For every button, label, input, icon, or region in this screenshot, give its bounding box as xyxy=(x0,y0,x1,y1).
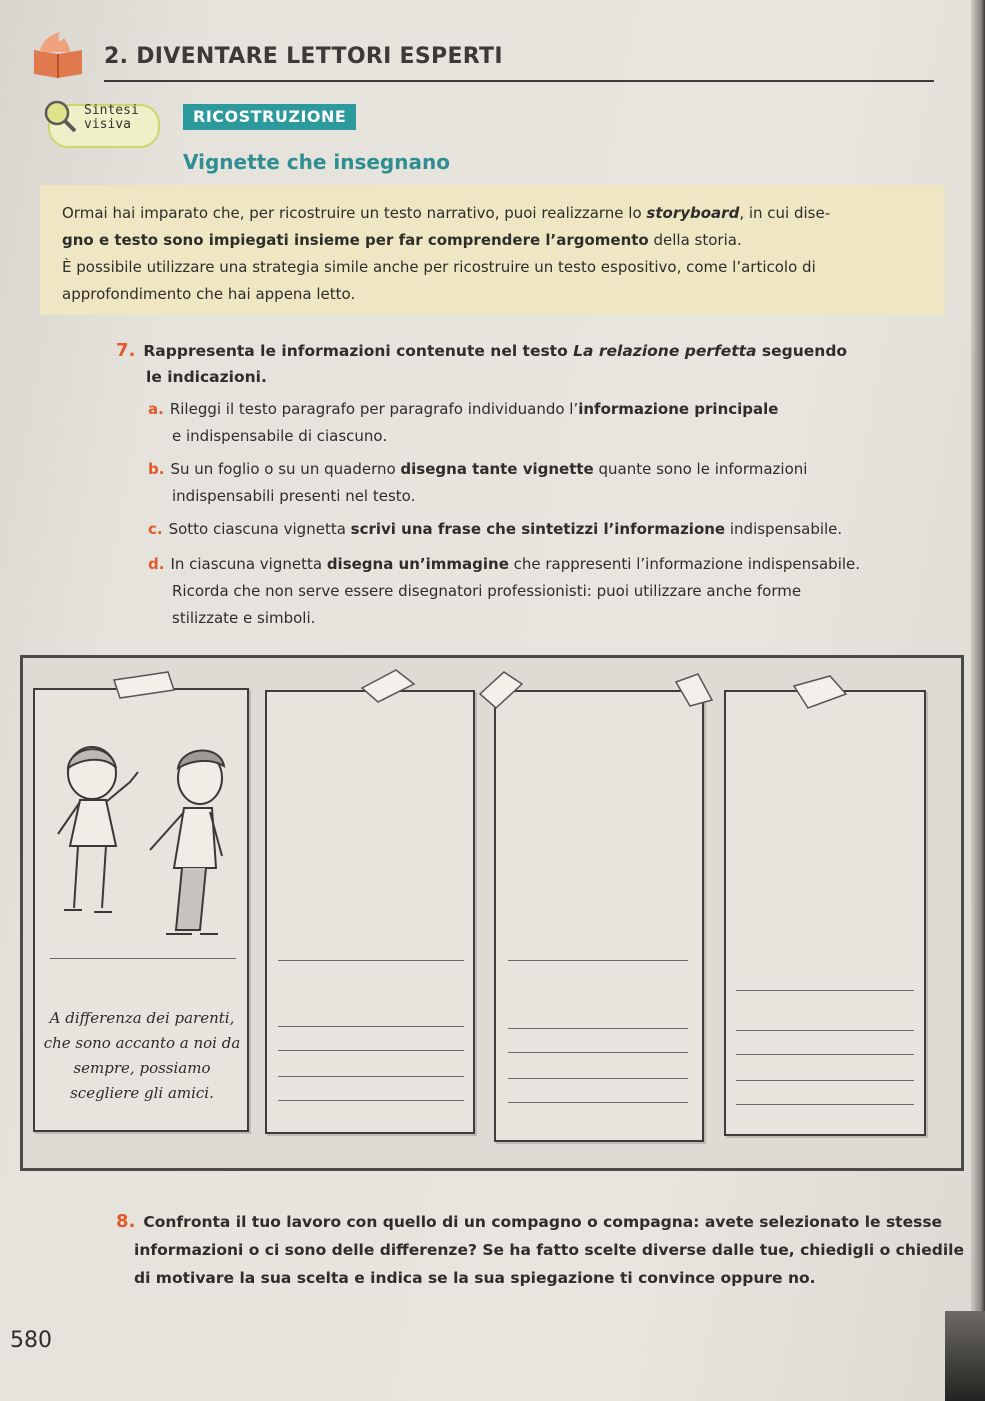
question-7-text-a: Rappresenta le informazioni contenute nel testo xyxy=(143,342,574,360)
instruction-b-post: quante sono le informazioni xyxy=(593,460,808,478)
intro-text-2: , in cui dise- xyxy=(739,204,831,222)
sintesi-visiva-badge xyxy=(42,98,162,150)
writing-line xyxy=(278,1076,464,1077)
instruction-c-pre: Sotto ciascuna vignetta xyxy=(168,520,351,538)
writing-line xyxy=(278,960,464,961)
writing-line xyxy=(736,1104,914,1105)
question-8-number: 8. xyxy=(116,1211,136,1232)
storyboard-card-3 xyxy=(494,690,704,1142)
tape-5 xyxy=(790,672,850,712)
instruction-d-post: che rappresenti l’informazione indispensabile. xyxy=(508,555,861,573)
magnifier-icon xyxy=(42,98,78,134)
intro-text-5: È possibile utilizzare una strategia simile anche per ricostruire un testo espositivo, come l’articolo di approfondimento che hai appena letto. xyxy=(62,258,816,303)
writing-line xyxy=(736,1030,914,1031)
instruction-a-bold: informazione principale xyxy=(578,400,779,418)
instruction-a-pre: Rileggi il testo paragrafo per paragrafo individuando l’ xyxy=(169,400,579,418)
writing-line xyxy=(278,1026,464,1027)
writing-line xyxy=(736,990,914,991)
question-8-line2: informazioni o ci sono delle differenze? Se ha fatto scelte diverse dalle tue, chiedigli o chiedile xyxy=(134,1241,964,1259)
instruction-a xyxy=(148,396,948,450)
book-shadow xyxy=(945,1311,985,1401)
tape-3 xyxy=(476,668,526,712)
section-title: 2. DIVENTARE LETTORI ESPERTI xyxy=(104,44,503,69)
tape-2 xyxy=(358,666,418,706)
instruction-d-line2: Ricorda che non serve essere disegnatori professionisti: puoi utilizzare anche forme xyxy=(172,582,802,600)
instruction-d-line3: stilizzate e simboli. xyxy=(172,609,316,627)
question-7-text-b: seguendo xyxy=(756,342,848,360)
title-divider xyxy=(104,80,934,82)
writing-line xyxy=(278,1050,464,1051)
writing-line xyxy=(736,1080,914,1081)
storyboard-caption: A differenza dei parenti, che sono accanto a noi da sempre, possiamo scegliere gli amici. xyxy=(43,1009,241,1102)
instruction-d-letter: d. xyxy=(148,555,165,573)
writing-line xyxy=(508,1052,688,1053)
instruction-b xyxy=(148,456,948,510)
question-7-title: La relazione perfetta xyxy=(573,342,757,360)
instruction-b-line2: indispensabili presenti nel testo. xyxy=(172,487,416,505)
instruction-c xyxy=(148,516,948,543)
writing-line xyxy=(278,1100,464,1101)
book-page-edge xyxy=(971,0,985,1401)
writing-line xyxy=(508,960,688,961)
intro-text xyxy=(62,200,930,308)
instruction-a-line2: e indispensabile di ciascuno. xyxy=(172,427,388,445)
question-7-number: 7. xyxy=(116,340,136,361)
writing-line xyxy=(508,1028,688,1029)
tape-4 xyxy=(672,670,716,710)
question-7 xyxy=(116,338,916,390)
instruction-a-letter: a. xyxy=(148,400,164,418)
tape-1 xyxy=(108,668,178,702)
intro-text-3: gno e testo sono impiegati insieme per far comprendere l’argomento xyxy=(62,231,649,249)
instruction-d xyxy=(148,551,948,632)
instruction-c-letter: c. xyxy=(148,520,163,538)
intro-text-1: Ormai hai imparato che, per ricostruire un testo narrativo, puoi realizzarne lo xyxy=(62,204,647,222)
storyboard-card-4 xyxy=(724,690,926,1136)
writing-line xyxy=(50,958,236,959)
badge-text xyxy=(84,104,139,132)
page-number: 580 xyxy=(10,1328,52,1353)
question-8 xyxy=(116,1208,966,1292)
intro-text-4: della storia. xyxy=(648,231,742,249)
question-8-line1: Confronta il tuo lavoro con quello di un compagno o compagna: avete selezionato le stesse xyxy=(143,1213,943,1231)
writing-line xyxy=(736,1054,914,1055)
writing-line xyxy=(508,1078,688,1079)
instruction-d-bold: disegna un’immagine xyxy=(326,555,509,573)
intro-storyboard: storyboard xyxy=(646,204,740,222)
writing-line xyxy=(508,1102,688,1103)
storyboard-card-2 xyxy=(265,690,475,1134)
instruction-c-bold: scrivi una frase che sintetizzi l’informazione xyxy=(350,520,726,538)
question-8-line3: di motivare la sua scelta e indica se la sua spiegazione ti convince oppure no. xyxy=(134,1269,816,1287)
instruction-b-letter: b. xyxy=(148,460,165,478)
question-7-text-c: le indicazioni. xyxy=(146,368,267,386)
instruction-b-bold: disegna tante vignette xyxy=(400,460,594,478)
badge-line-2: visiva xyxy=(84,117,131,132)
instruction-b-pre: Su un foglio o su un quaderno xyxy=(170,460,401,478)
badge-line-1: Sintesi xyxy=(84,103,139,118)
page-subtitle: Vignette che insegnano xyxy=(183,150,450,174)
instruction-d-pre: In ciascuna vignetta xyxy=(170,555,327,573)
book-icon xyxy=(30,30,86,78)
ricostruzione-tag: RICOSTRUZIONE xyxy=(183,104,356,130)
children-illustration xyxy=(50,738,240,948)
instruction-c-post: indispensabile. xyxy=(725,520,843,538)
